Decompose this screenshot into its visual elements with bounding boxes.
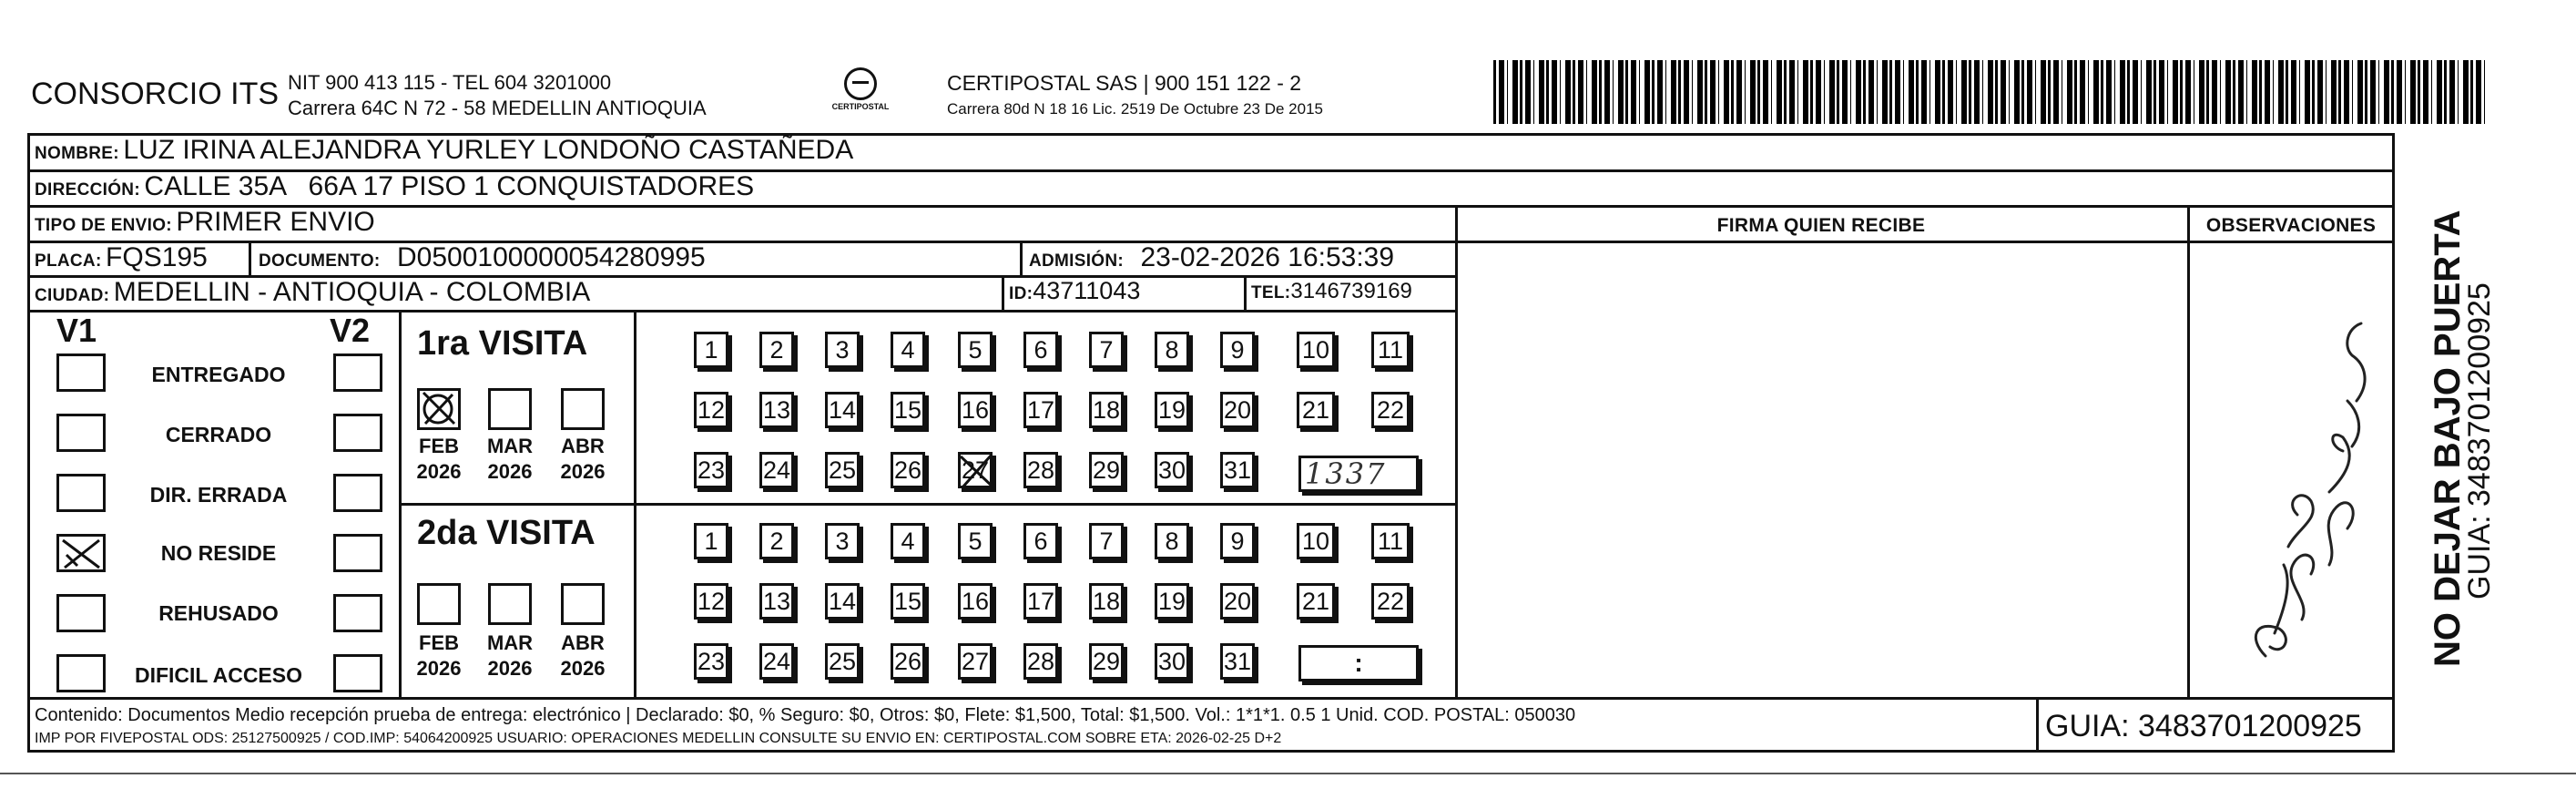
documento-value: D0500100000054280995 — [397, 242, 706, 272]
day-number: 13 — [762, 587, 791, 615]
v1-rehusado-checkbox[interactable] — [56, 594, 106, 632]
visit1-day-1[interactable] — [694, 332, 728, 368]
visit1-day-23[interactable] — [694, 452, 728, 488]
visit2-title: 2da VISITA — [417, 514, 596, 552]
day-number: 1 — [704, 335, 718, 364]
no-dejar-bajo-puerta: NO DEJAR BAJO PUERTA — [2428, 210, 2468, 667]
visit1-day-25[interactable] — [825, 452, 860, 488]
day-number: 28 — [1026, 647, 1055, 675]
day-number: 8 — [1165, 335, 1179, 364]
day-number: 22 — [1376, 587, 1405, 615]
day-number: 24 — [762, 647, 791, 675]
v2-entregado-checkbox[interactable] — [333, 354, 382, 392]
v1-dir-errada-checkbox[interactable] — [56, 474, 106, 512]
v2-no-reside-checkbox[interactable] — [333, 534, 382, 572]
visit1-month-feb: FEB 2026 — [416, 435, 462, 483]
visit2-day-22[interactable] — [1371, 583, 1410, 620]
id-value: 43711043 — [1033, 277, 1141, 304]
documento-label: DOCUMENTO: — [259, 251, 381, 271]
direccion-value: CALLE 35A 66A 17 PISO 1 CONQUISTADORES — [144, 171, 755, 201]
day-number: 15 — [893, 587, 922, 615]
visit1-day-10[interactable] — [1297, 332, 1335, 368]
visit1-day-7[interactable] — [1089, 332, 1124, 368]
admision-cell — [1029, 242, 1394, 273]
day-number: 15 — [893, 395, 922, 424]
nombre-row — [35, 135, 853, 166]
day-number: 28 — [1026, 456, 1055, 484]
visit2-day-6[interactable] — [1023, 523, 1058, 559]
firma-area[interactable] — [1459, 244, 2185, 694]
v1-entregado-checkbox[interactable] — [56, 354, 106, 392]
nombre-value: LUZ IRINA ALEJANDRA YURLEY LONDOÑO CASTAÑEDA — [123, 135, 854, 165]
day-number: 24 — [762, 456, 791, 484]
visit2-day-15[interactable] — [891, 583, 925, 620]
visit2-day-28[interactable] — [1023, 643, 1058, 680]
day-number: 9 — [1230, 527, 1245, 555]
visit2-day-10[interactable] — [1297, 523, 1335, 559]
visit2-day-24[interactable] — [759, 643, 794, 680]
admision-value: 23-02-2026 16:53:39 — [1140, 242, 1395, 272]
footer-guia: GUIA: 3483701200925 — [2045, 709, 2362, 743]
visit1-day-27[interactable] — [958, 452, 993, 488]
day-number: 5 — [968, 335, 983, 364]
direccion-row — [35, 171, 754, 202]
v2-dificil-acceso-checkbox[interactable] — [333, 654, 382, 692]
footer-imp-line: IMP POR FIVEPOSTAL ODS: 25127500925 / COD.IMP: 54064200925 USUARIO: OPERACIONES MEDELLIN CONSULTE SU ENVIO EN: CERTIPOSTAL.COM SOBRE ETA: 2026-02-25 D+2 — [35, 731, 1282, 746]
day-number: 11 — [1377, 335, 1404, 364]
day-number: 27 — [961, 647, 990, 675]
visit2-day-14[interactable] — [825, 583, 860, 620]
option-no-reside: NO RESIDE — [160, 541, 277, 565]
visit2-day-25[interactable] — [825, 643, 860, 680]
visit2-day-9[interactable] — [1220, 523, 1255, 559]
visit2-day-11[interactable] — [1371, 523, 1410, 559]
visit2-day-30[interactable] — [1155, 643, 1189, 680]
visit2-day-13[interactable] — [759, 583, 794, 620]
visit2-day-2[interactable] — [759, 523, 794, 559]
visit2-month-mar-checkbox[interactable] — [488, 583, 532, 625]
visit1-day-12[interactable] — [694, 392, 728, 428]
day-number: 23 — [697, 647, 726, 675]
day-number: 14 — [828, 587, 857, 615]
firma-header: FIRMA QUIEN RECIBE — [1716, 215, 1926, 236]
footer-content-line: Contenido: Documentos Medio recepción prueba de entrega: electrónico | Declarado: $0, % Seguro: $0, Otros: $0, Flete: $1,500, Total: $1,500. Vol.: 1*1*1. 0.5 1 Unid. COD. POSTAL: 050030 — [35, 705, 1576, 725]
option-dir-errada: DIR. ERRADA — [149, 483, 288, 507]
visit1-day-8[interactable] — [1155, 332, 1189, 368]
visit2-day-8[interactable] — [1155, 523, 1189, 559]
option-dificil-acceso: DIFICIL ACCESO — [134, 663, 302, 687]
observaciones-handwritten-signature — [2193, 273, 2384, 674]
v1-label: V1 — [56, 312, 97, 349]
visit2-day-19[interactable] — [1155, 583, 1189, 620]
visit1-day-24[interactable] — [759, 452, 794, 488]
day-number: 12 — [697, 587, 726, 615]
visit2-day-21[interactable] — [1297, 583, 1335, 620]
visit1-day-3[interactable] — [825, 332, 860, 368]
visit2-day-17[interactable] — [1023, 583, 1058, 620]
day-number: 8 — [1165, 527, 1179, 555]
option-rehusado: REHUSADO — [158, 601, 279, 625]
day-number: 2 — [769, 527, 784, 555]
nombre-label: NOMBRE: — [35, 144, 119, 163]
direccion-label: DIRECCIÓN: — [35, 180, 140, 200]
company-address: Carrera 64C N 72 - 58 MEDELLIN ANTIOQUIA — [288, 97, 707, 119]
day-number: 10 — [1301, 527, 1330, 555]
visit2-day-27[interactable] — [958, 643, 993, 680]
visit2-month-feb-checkbox[interactable] — [417, 583, 461, 625]
checkmark-x-icon — [59, 537, 103, 569]
v2-rehusado-checkbox[interactable] — [333, 594, 382, 632]
visit1-day-18[interactable] — [1089, 392, 1124, 428]
visit2-day-29[interactable] — [1089, 643, 1124, 680]
visit2-day-5[interactable] — [958, 523, 993, 559]
day-number: 12 — [697, 395, 726, 424]
day-number: 18 — [1092, 587, 1121, 615]
v2-label: V2 — [330, 312, 371, 349]
day-number: 4 — [901, 527, 915, 555]
visit1-month-abr: ABR 2026 — [560, 435, 606, 483]
visit2-month-abr-checkbox[interactable] — [561, 583, 605, 625]
visit1-day-17[interactable] — [1023, 392, 1058, 428]
barcode — [1493, 60, 2486, 124]
day-number: 5 — [968, 527, 983, 555]
visit1-time-cell[interactable] — [1298, 456, 1419, 492]
day-number: 30 — [1157, 456, 1186, 484]
carrier-license: Carrera 80d N 18 16 Lic. 2519 De Octubre 23 De 2015 — [947, 100, 1323, 118]
admision-label: ADMISIÓN: — [1029, 251, 1125, 271]
v1-dificil-acceso-checkbox[interactable] — [56, 654, 106, 692]
visit1-day-14[interactable] — [825, 392, 860, 428]
visit2-month-feb: FEB 2026 — [416, 631, 462, 680]
day-number: 17 — [1026, 395, 1055, 424]
visit1-day-31[interactable] — [1220, 452, 1255, 488]
visit1-title: 1ra VISITA — [417, 324, 588, 363]
day-number: 3 — [835, 335, 850, 364]
day-number: 29 — [1092, 647, 1121, 675]
tipo-label: TIPO DE ENVIO: — [35, 216, 172, 235]
visit2-day-23[interactable] — [694, 643, 728, 680]
visit2-day-26[interactable] — [891, 643, 925, 680]
day-number: 31 — [1223, 647, 1252, 675]
id-cell — [1009, 277, 1140, 305]
carrier-logo-icon — [844, 67, 877, 100]
visit1-day-19[interactable] — [1155, 392, 1189, 428]
visit1-day-29[interactable] — [1089, 452, 1124, 488]
visit1-day-15[interactable] — [891, 392, 925, 428]
visit2-time-placeholder: : — [1354, 649, 1363, 677]
company-name: CONSORCIO ITS — [31, 77, 280, 111]
visit1-day-28[interactable] — [1023, 452, 1058, 488]
day-number: 20 — [1223, 587, 1252, 615]
day-number: 25 — [828, 456, 857, 484]
carrier-logo-text: CERTIPOSTAL — [831, 102, 890, 111]
visit2-day-7[interactable] — [1089, 523, 1124, 559]
tel-label: TEL: — [1251, 283, 1291, 302]
observaciones-header: OBSERVACIONES — [2205, 215, 2377, 236]
placa-value: FQS195 — [106, 242, 208, 272]
day-number: 1 — [704, 527, 718, 555]
day-number: 25 — [828, 647, 857, 675]
carrier-name: CERTIPOSTAL SAS | 900 151 122 - 2 — [947, 71, 1302, 95]
visit2-day-12[interactable] — [694, 583, 728, 620]
visit2-day-3[interactable] — [825, 523, 860, 559]
day-number: 21 — [1301, 587, 1330, 615]
visit1-day-30[interactable] — [1155, 452, 1189, 488]
day-number: 26 — [893, 456, 922, 484]
visit1-day-26[interactable] — [891, 452, 925, 488]
visit1-day-20[interactable] — [1220, 392, 1255, 428]
v1-cerrado-checkbox[interactable] — [56, 414, 106, 452]
day-number: 16 — [961, 587, 990, 615]
day-number: 30 — [1157, 647, 1186, 675]
visit2-month-abr: ABR 2026 — [560, 631, 606, 680]
tel-cell — [1251, 279, 1412, 304]
visit2-day-20[interactable] — [1220, 583, 1255, 620]
day-number: 21 — [1301, 395, 1330, 424]
day-number: 6 — [1033, 527, 1048, 555]
day-number: 2 — [769, 335, 784, 364]
v2-dir-errada-checkbox[interactable] — [333, 474, 382, 512]
visit1-day-21[interactable] — [1297, 392, 1335, 428]
day-number: 19 — [1157, 587, 1186, 615]
id-label: ID: — [1009, 284, 1033, 303]
visit1-day-2[interactable] — [759, 332, 794, 368]
visit1-day-22[interactable] — [1371, 392, 1410, 428]
visit1-month-abr-checkbox[interactable] — [561, 388, 605, 430]
visit2-day-4[interactable] — [891, 523, 925, 559]
visit2-day-18[interactable] — [1089, 583, 1124, 620]
visit2-day-1[interactable] — [694, 523, 728, 559]
day-number: 14 — [828, 395, 857, 424]
day-number: 11 — [1377, 527, 1404, 555]
day-number: 26 — [893, 647, 922, 675]
day-number: 13 — [762, 395, 791, 424]
visit1-month-mar: MAR 2026 — [486, 435, 534, 483]
v1-no-reside-checkbox[interactable] — [56, 534, 106, 572]
visit1-day-13[interactable] — [759, 392, 794, 428]
ciudad-label: CIUDAD: — [35, 286, 110, 305]
day-number: 6 — [1033, 335, 1048, 364]
visit1-day-4[interactable] — [891, 332, 925, 368]
day-number: 9 — [1230, 335, 1245, 364]
visit1-month-feb-checkbox[interactable] — [417, 388, 461, 430]
visit1-day-11[interactable] — [1371, 332, 1410, 368]
day-number: 31 — [1223, 456, 1252, 484]
side-guia: GUIA: 3483701200925 — [2462, 282, 2497, 599]
company-nit: NIT 900 413 115 - TEL 604 3201000 — [288, 71, 612, 94]
day-number: 27 — [961, 456, 990, 484]
day-number: 23 — [697, 456, 726, 484]
ciudad-cell — [35, 277, 590, 308]
day-number: 20 — [1223, 395, 1252, 424]
tipo-row — [35, 207, 375, 238]
day-number: 22 — [1376, 395, 1405, 424]
placa-cell — [35, 242, 208, 273]
visit1-day-6[interactable] — [1023, 332, 1058, 368]
visit1-month-mar-checkbox[interactable] — [488, 388, 532, 430]
checkmark-x-icon — [418, 387, 458, 425]
visit1-day-16[interactable] — [958, 392, 993, 428]
day-number: 19 — [1157, 395, 1186, 424]
day-number: 16 — [961, 395, 990, 424]
ciudad-value: MEDELLIN - ANTIOQUIA - COLOMBIA — [113, 277, 591, 307]
day-number: 10 — [1301, 335, 1330, 364]
visit2-day-16[interactable] — [958, 583, 993, 620]
v2-cerrado-checkbox[interactable] — [333, 414, 382, 452]
day-number: 7 — [1099, 527, 1114, 555]
checkmark-x-icon — [957, 451, 997, 491]
tel-value: 3146739169 — [1290, 279, 1412, 303]
day-number: 7 — [1099, 335, 1114, 364]
day-number: 29 — [1092, 456, 1121, 484]
documento-cell — [259, 242, 706, 273]
visit2-month-mar: MAR 2026 — [486, 631, 534, 680]
day-number: 3 — [835, 527, 850, 555]
visit2-day-31[interactable] — [1220, 643, 1255, 680]
carrier-logo — [829, 67, 892, 122]
option-cerrado: CERRADO — [165, 423, 272, 446]
visit2-time-cell[interactable] — [1298, 645, 1419, 681]
option-entregado: ENTREGADO — [151, 363, 286, 386]
placa-label: PLACA: — [35, 251, 102, 271]
day-number: 18 — [1092, 395, 1121, 424]
visit1-day-5[interactable] — [958, 332, 993, 368]
day-number: 4 — [901, 335, 915, 364]
visit1-time-handwritten: 1337 — [1305, 456, 1387, 491]
day-number: 17 — [1026, 587, 1055, 615]
tipo-value: PRIMER ENVIO — [176, 207, 375, 237]
visit1-day-9[interactable] — [1220, 332, 1255, 368]
